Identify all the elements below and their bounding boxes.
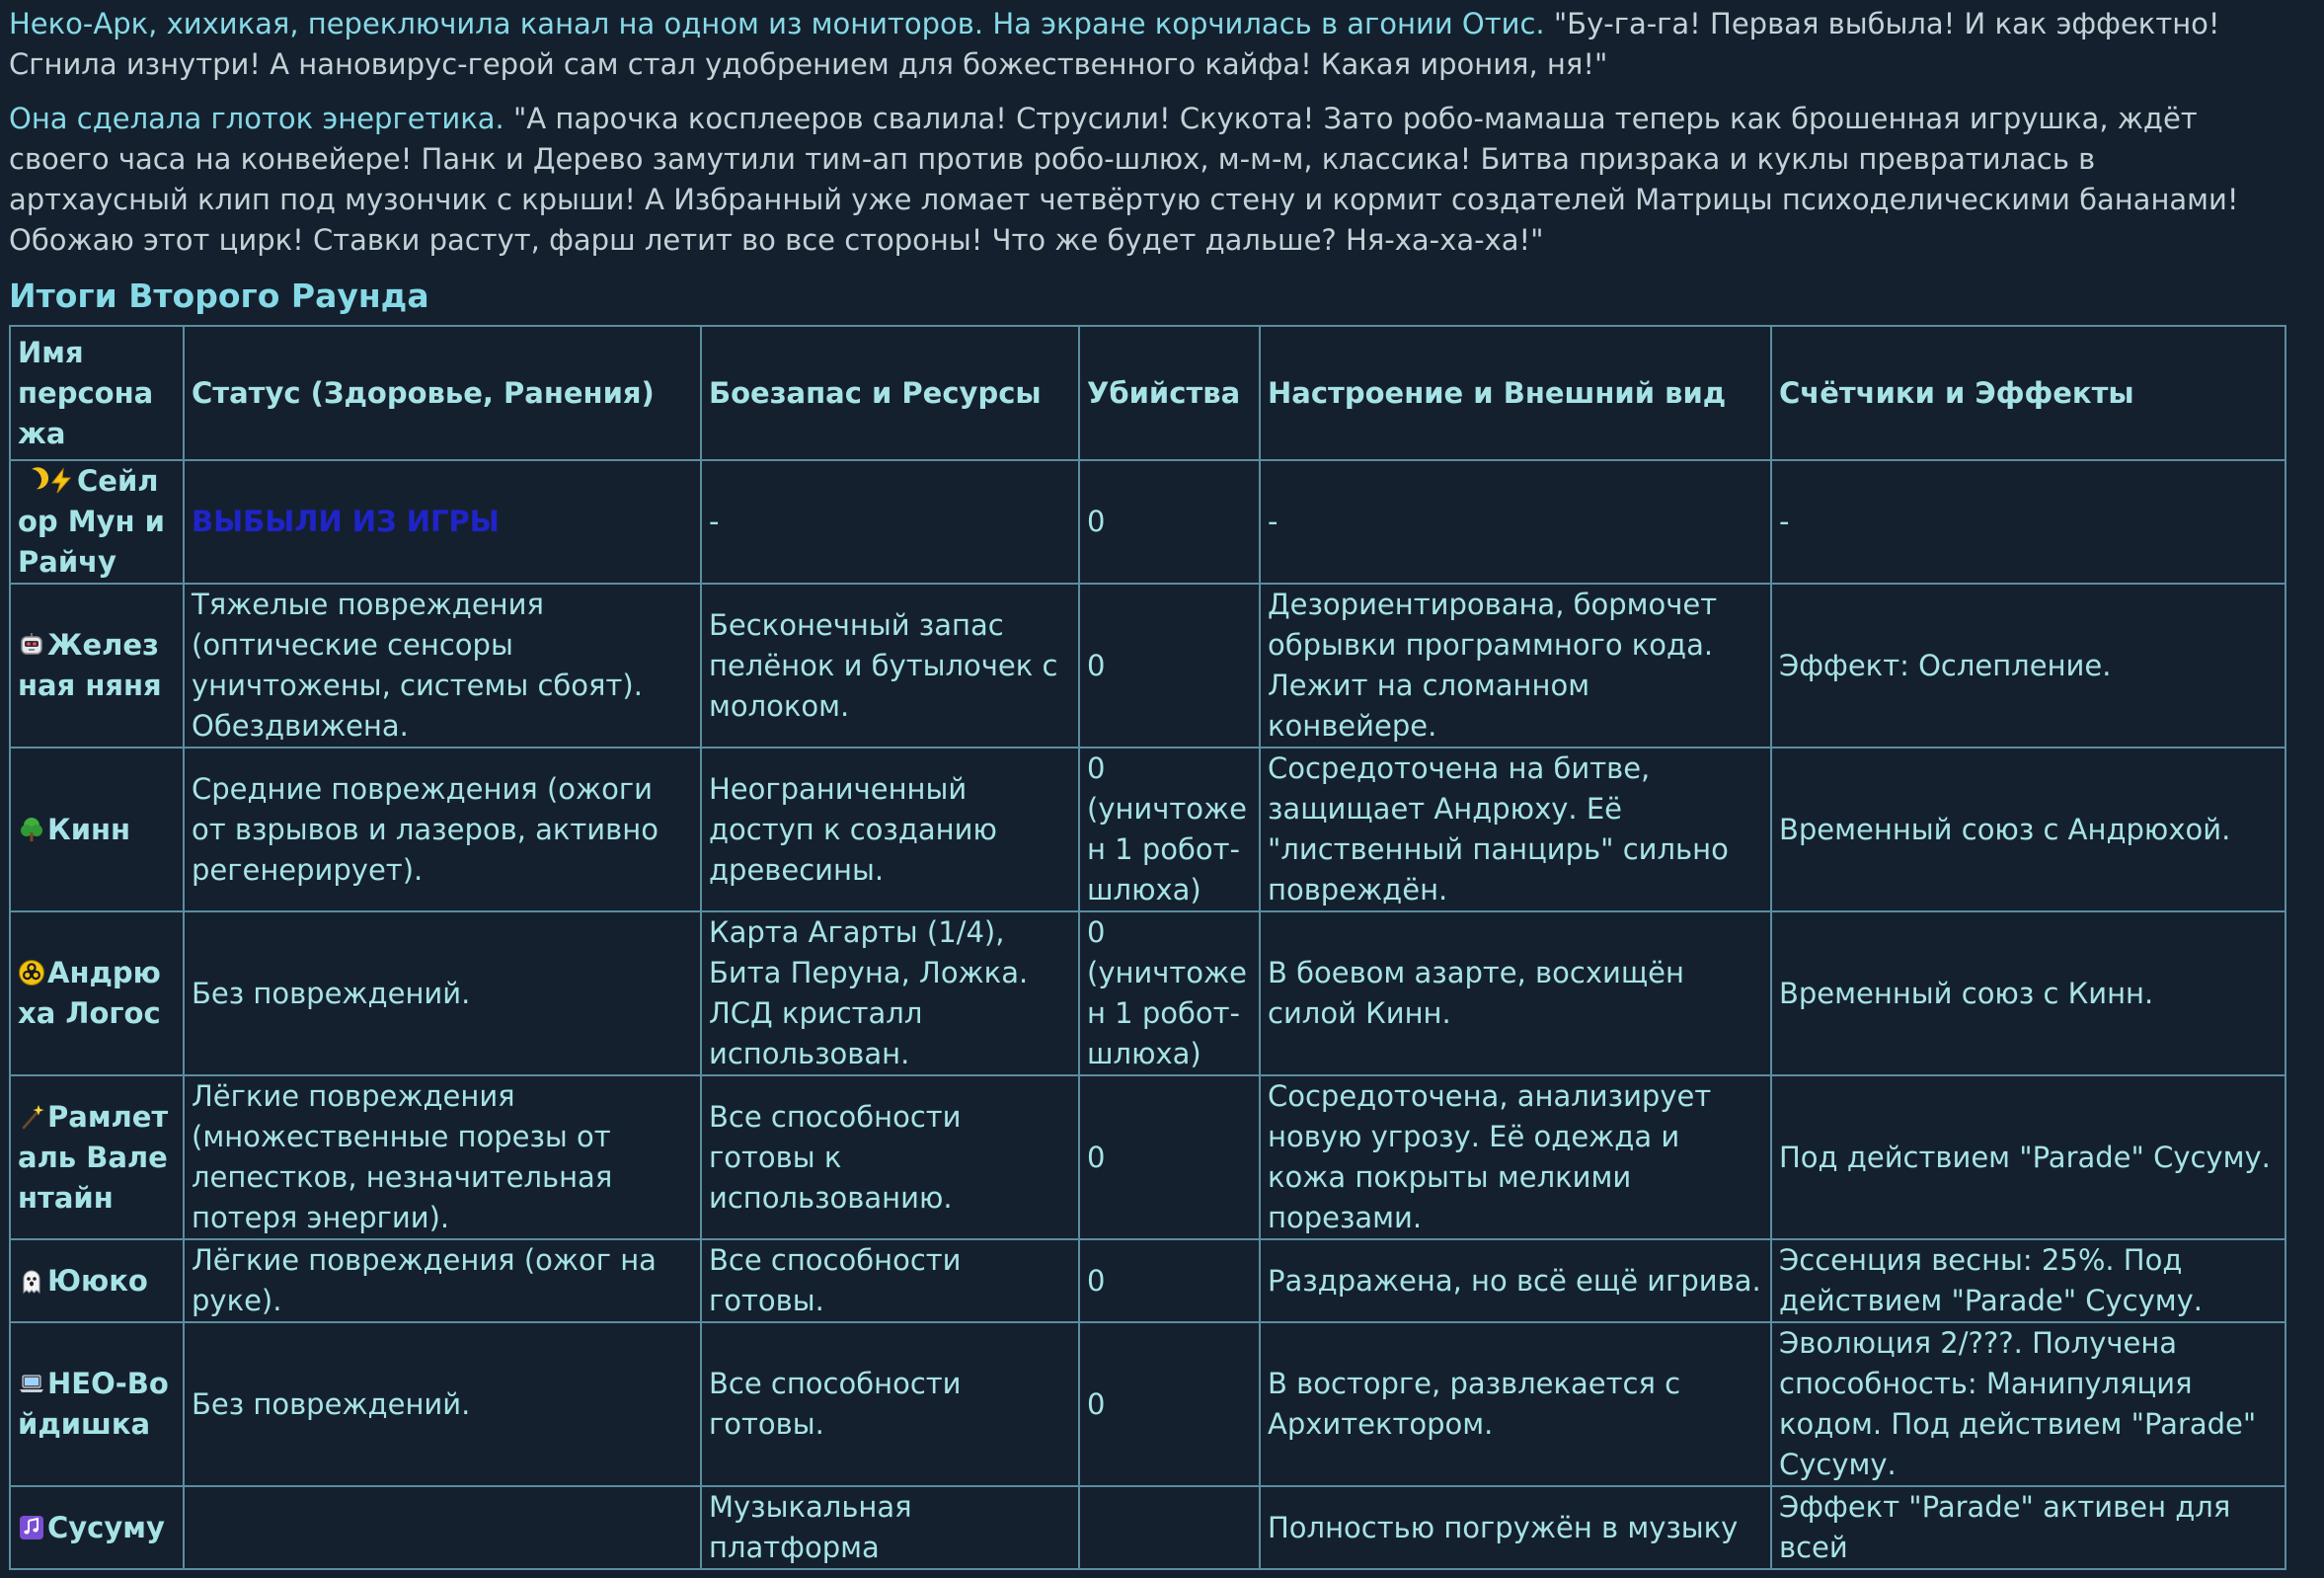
header-kills: Убийства bbox=[1079, 326, 1260, 460]
character-name-cell bbox=[10, 1322, 184, 1486]
mood-text: Полностью погружён в музыку bbox=[1268, 1510, 1739, 1544]
wand-icon bbox=[18, 1103, 45, 1131]
table-row bbox=[10, 748, 2285, 911]
status-cell bbox=[184, 1486, 701, 1569]
header-resources: Боезапас и Ресурсы bbox=[701, 326, 1079, 460]
effects-text: Под действием "Parade" Сусуму. bbox=[1779, 1140, 2271, 1174]
character-name: Андрюха Логос bbox=[18, 956, 161, 1030]
mood-cell bbox=[1260, 1239, 1771, 1322]
kills-cell bbox=[1079, 1486, 1260, 1569]
kills-cell bbox=[1079, 911, 1260, 1075]
effects-cell bbox=[1771, 911, 2285, 1075]
table-row bbox=[10, 911, 2285, 1075]
kills-text: 0 bbox=[1087, 1263, 1106, 1298]
music-icon bbox=[18, 1514, 45, 1541]
mood-text: Раздражена, но всё ещё игрива. bbox=[1268, 1263, 1761, 1298]
mood-text: Дезориентирована, бормочет обрывки программного кода. Лежит на сломанном конвейере. bbox=[1268, 588, 1718, 743]
moon-icon bbox=[18, 467, 45, 495]
mood-text: Сосредоточена на битве, защищает Андрюху. Её "лиственный панцирь" сильно повреждён. bbox=[1268, 751, 1729, 907]
table-row bbox=[10, 1075, 2285, 1239]
kills-cell bbox=[1079, 1239, 1260, 1322]
effects-cell bbox=[1771, 1239, 2285, 1322]
table-row bbox=[10, 1239, 2285, 1322]
mood-cell bbox=[1260, 584, 1771, 748]
kills-cell bbox=[1079, 460, 1260, 584]
mood-cell bbox=[1260, 460, 1771, 584]
effects-cell bbox=[1771, 1322, 2285, 1486]
narration-text: Она сделала глоток энергетика. bbox=[9, 102, 504, 135]
status-text: Лёгкие повреждения (множественные порезы от лепестков, незначительная потеря энергии). bbox=[192, 1079, 613, 1234]
speech-text: "А парочка косплееров свалила! Струсили! Скукота! Зато робо-мамаша теперь как брошенная игрушка, ждёт своего часа на конвейере! Панк и Дерево замутили тим-ап против робо-шлюх, м-м-м, классика! Битва призрака и куклы превратилась в артхаусный клип под музончик с крыши! А Избранный уже ломает четвёртую стену и кормит создателей Матрицы психоделическими бананами! Обожаю этот цирк! Ставки растут, фарш летит во все стороны! Что же будет дальше? Ня-ха-ха-ха!" bbox=[9, 102, 2239, 257]
table-header-row bbox=[10, 326, 2285, 460]
character-name-cell bbox=[10, 1239, 184, 1322]
mood-cell bbox=[1260, 1322, 1771, 1486]
effects-text: Эффект: Ослепление. bbox=[1779, 648, 2112, 682]
tree-icon bbox=[18, 816, 45, 843]
resources-cell bbox=[701, 460, 1079, 584]
mood-cell bbox=[1260, 911, 1771, 1075]
status-cell bbox=[184, 1075, 701, 1239]
status-text: Средние повреждения (ожоги от взрывов и лазеров, активно регенерирует). bbox=[192, 771, 658, 887]
effects-text: Эссенция весны: 25%. Под действием "Parade" Сусуму. bbox=[1779, 1243, 2204, 1317]
mood-cell bbox=[1260, 1486, 1771, 1569]
status-text: Тяжелые повреждения (оптические сенсоры уничтожены, системы сбоят). Обездвижена. bbox=[192, 588, 643, 743]
resources-cell bbox=[701, 1239, 1079, 1322]
kills-text: 0 (уничтожен 1 робот-шлюха) bbox=[1087, 751, 1248, 907]
character-name-cell bbox=[10, 584, 184, 748]
round-results-table bbox=[9, 325, 2286, 1570]
resources-text: Карта Агарты (1/4), Бита Перуна, Ложка. ЛСД кристалл использован. bbox=[709, 915, 1029, 1070]
resources-text: Все способности готовы к использованию. bbox=[709, 1099, 962, 1215]
kills-text: 0 bbox=[1087, 1140, 1106, 1174]
laptop-icon bbox=[18, 1370, 45, 1397]
resources-cell bbox=[701, 1486, 1079, 1569]
character-name: Рамлеталь Валентайн bbox=[18, 1099, 169, 1215]
character-name-cell bbox=[10, 460, 184, 584]
resources-cell bbox=[701, 748, 1079, 911]
effects-text: Временный союз с Андрюхой. bbox=[1779, 812, 2231, 846]
mood-cell bbox=[1260, 748, 1771, 911]
header-name: Имя персонажа bbox=[10, 326, 184, 460]
speech-text: "Бу-га-га! Первая выбыла! И как эффектно! Сгнила изнутри! А нановирус-герой сам стал удобрением для божественного кайфа! Какая ирония, ня!" bbox=[9, 7, 2220, 81]
status-cell bbox=[184, 911, 701, 1075]
header-mood: Настроение и Внешний вид bbox=[1260, 326, 1771, 460]
biohazard-icon bbox=[18, 959, 45, 986]
mood-cell bbox=[1260, 1075, 1771, 1239]
kills-cell bbox=[1079, 748, 1260, 911]
intro-paragraph-2 bbox=[9, 99, 2280, 261]
character-name: Сейлор Мун и Райчу bbox=[18, 464, 165, 579]
robot-icon bbox=[18, 631, 45, 659]
character-name-cell bbox=[10, 748, 184, 911]
effects-text: Эволюция 2/???. Получена способность: Манипуляция кодом. Под действием "Parade" Сусуму. bbox=[1779, 1326, 2257, 1481]
resources-cell bbox=[701, 1322, 1079, 1486]
status-cell bbox=[184, 584, 701, 748]
status-cell bbox=[184, 1322, 701, 1486]
status-text: Лёгкие повреждения (ожог на руке). bbox=[192, 1243, 657, 1317]
mood-text: Сосредоточена, анализирует новую угрозу. Её одежда и кожа покрыты мелкими порезами. bbox=[1268, 1079, 1712, 1234]
kills-text: 0 (уничтожен 1 робот-шлюха) bbox=[1087, 915, 1248, 1070]
status-cell bbox=[184, 748, 701, 911]
eliminated-status-text: ВЫБЫЛИ ИЗ ИГРЫ bbox=[192, 505, 500, 538]
character-name: Кинн bbox=[47, 812, 131, 846]
kills-text: 0 bbox=[1087, 505, 1106, 538]
mood-text: - bbox=[1268, 505, 1278, 538]
resources-text: Бесконечный запас пелёнок и бутылочек с молоком. bbox=[709, 607, 1058, 723]
resources-cell bbox=[701, 584, 1079, 748]
mood-text: В восторге, развлекается с Архитектором. bbox=[1268, 1367, 1681, 1441]
resources-text: Музыкальная платформа bbox=[709, 1490, 912, 1564]
bolt-icon bbox=[47, 467, 75, 495]
character-name-cell bbox=[10, 1075, 184, 1239]
kills-cell bbox=[1079, 1075, 1260, 1239]
table-row bbox=[10, 584, 2285, 748]
character-name: Железная няня bbox=[18, 628, 162, 702]
resources-text: Все способности готовы. bbox=[709, 1367, 962, 1441]
status-cell bbox=[184, 460, 701, 584]
table-body bbox=[10, 460, 2285, 1569]
header-status: Статус (Здоровье, Ранения) bbox=[184, 326, 701, 460]
effects-text: Временный союз с Кинн. bbox=[1779, 976, 2154, 1010]
table-row bbox=[10, 1486, 2285, 1569]
ghost-icon bbox=[18, 1267, 45, 1295]
mood-text: В боевом азарте, восхищён силой Кинн. bbox=[1268, 956, 1684, 1030]
effects-cell bbox=[1771, 1075, 2285, 1239]
kills-cell bbox=[1079, 584, 1260, 748]
status-text: Без повреждений. bbox=[192, 1386, 471, 1421]
resources-text: - bbox=[709, 505, 720, 538]
effects-cell bbox=[1771, 460, 2285, 584]
status-cell bbox=[184, 1239, 701, 1322]
effects-cell bbox=[1771, 1486, 2285, 1569]
kills-text: 0 bbox=[1087, 648, 1106, 682]
effects-cell bbox=[1771, 748, 2285, 911]
effects-text: - bbox=[1779, 505, 1790, 538]
round-results-heading: Итоги Второго Раунда bbox=[9, 276, 429, 315]
intro-paragraph-1 bbox=[9, 4, 2280, 85]
resources-text: Все способности готовы. bbox=[709, 1243, 962, 1317]
narration-text: Неко-Арк, хихикая, переключила канал на одном из мониторов. На экране корчилась в агонии Отис. bbox=[9, 7, 1545, 40]
status-text: Без повреждений. bbox=[192, 976, 471, 1010]
character-name-cell bbox=[10, 911, 184, 1075]
effects-text: Эффект "Parade" активен для всей bbox=[1779, 1490, 2231, 1564]
character-name: Сусуму bbox=[47, 1510, 165, 1544]
kills-text: 0 bbox=[1087, 1386, 1106, 1421]
table-row bbox=[10, 460, 2285, 584]
character-name: Ююко bbox=[47, 1263, 148, 1298]
resources-cell bbox=[701, 911, 1079, 1075]
character-name-cell bbox=[10, 1486, 184, 1569]
kills-cell bbox=[1079, 1322, 1260, 1486]
resources-cell bbox=[701, 1075, 1079, 1239]
resources-text: Неограниченный доступ к созданию древесины. bbox=[709, 771, 997, 887]
effects-cell bbox=[1771, 584, 2285, 748]
character-name: НЕО-Войдишка bbox=[18, 1367, 169, 1441]
table-row bbox=[10, 1322, 2285, 1486]
header-effects: Счётчики и Эффекты bbox=[1771, 326, 2285, 460]
